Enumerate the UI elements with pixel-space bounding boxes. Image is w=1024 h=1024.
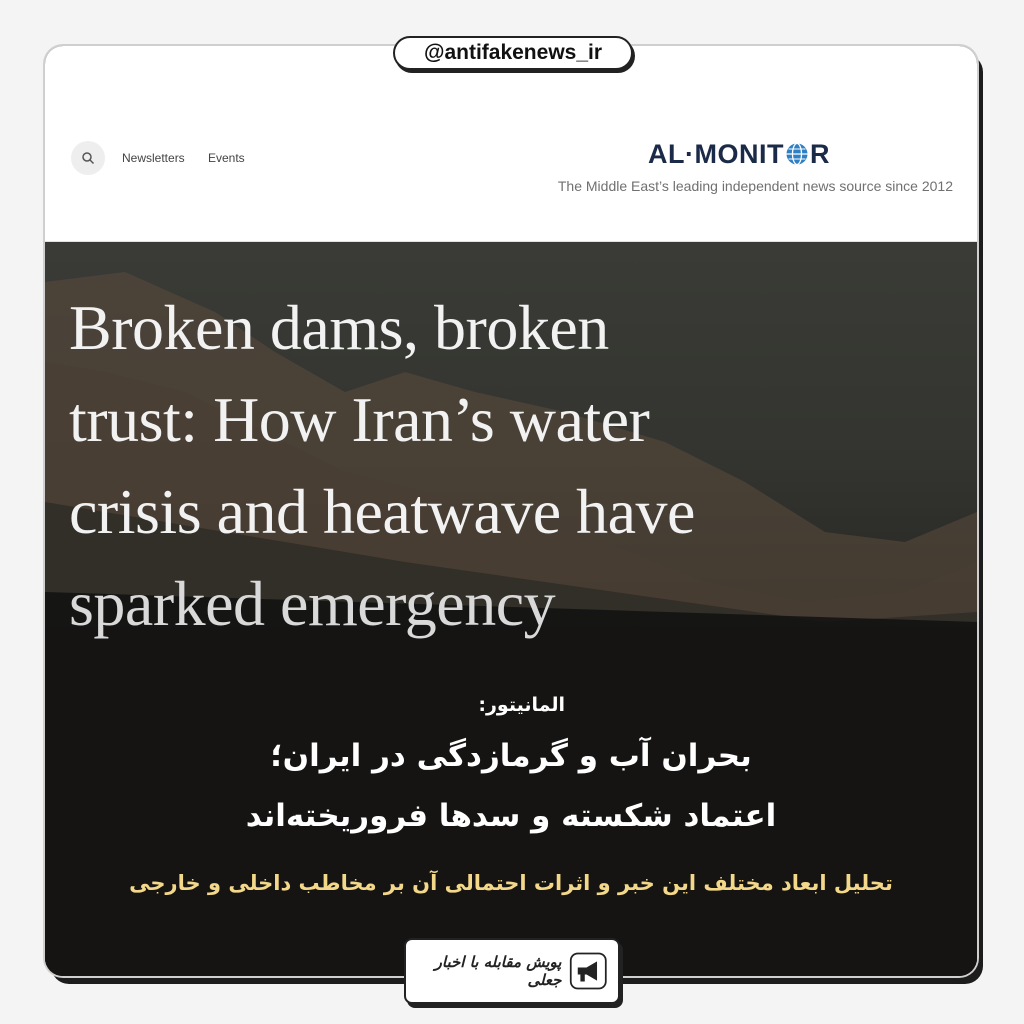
- campaign-badge: [404, 938, 620, 1004]
- campaign-badge-text: پویش مقابله با اخبار جعلی: [434, 953, 562, 989]
- persian-subtitle: تحلیل ابعاد مختلف این خبر و اثرات احتمالی آن بر مخاطب داخلی و خارجی: [129, 871, 893, 895]
- site-header: [45, 46, 977, 242]
- nav-newsletters-link[interactable]: Newsletters: [122, 151, 185, 165]
- screenshot-card: [45, 46, 977, 976]
- headline-line-2: trust: How Iran’s water: [69, 384, 650, 455]
- article-headline[interactable]: [69, 282, 949, 650]
- headline-line-4: sparked emergency: [69, 568, 556, 639]
- search-icon: [81, 151, 95, 165]
- globe-icon: [785, 142, 809, 166]
- watermark-handle: @antifakenews_ir: [393, 36, 633, 70]
- megaphone-icon: [569, 949, 608, 993]
- site-tagline: The Middle East’s leading independent news source since 2012: [557, 178, 953, 194]
- logo-text: AL·MONIT: [648, 138, 784, 169]
- nav-events-link[interactable]: Events: [208, 151, 245, 165]
- article-hero: [45, 242, 977, 976]
- logo-text-end: R: [809, 138, 830, 169]
- persian-title-line-2: اعتماد شکسته و سدها فروریخته‌اند: [245, 798, 777, 834]
- headline-line-1: Broken dams, broken: [69, 292, 609, 363]
- al-monitor-logo[interactable]: [648, 136, 830, 172]
- search-button[interactable]: [71, 141, 105, 175]
- persian-title-line-1: بحران آب و گرمازدگی در ایران؛: [270, 738, 752, 774]
- headline-line-3: crisis and heatwave have: [69, 476, 695, 547]
- persian-source-label: المانیتور:: [478, 694, 565, 716]
